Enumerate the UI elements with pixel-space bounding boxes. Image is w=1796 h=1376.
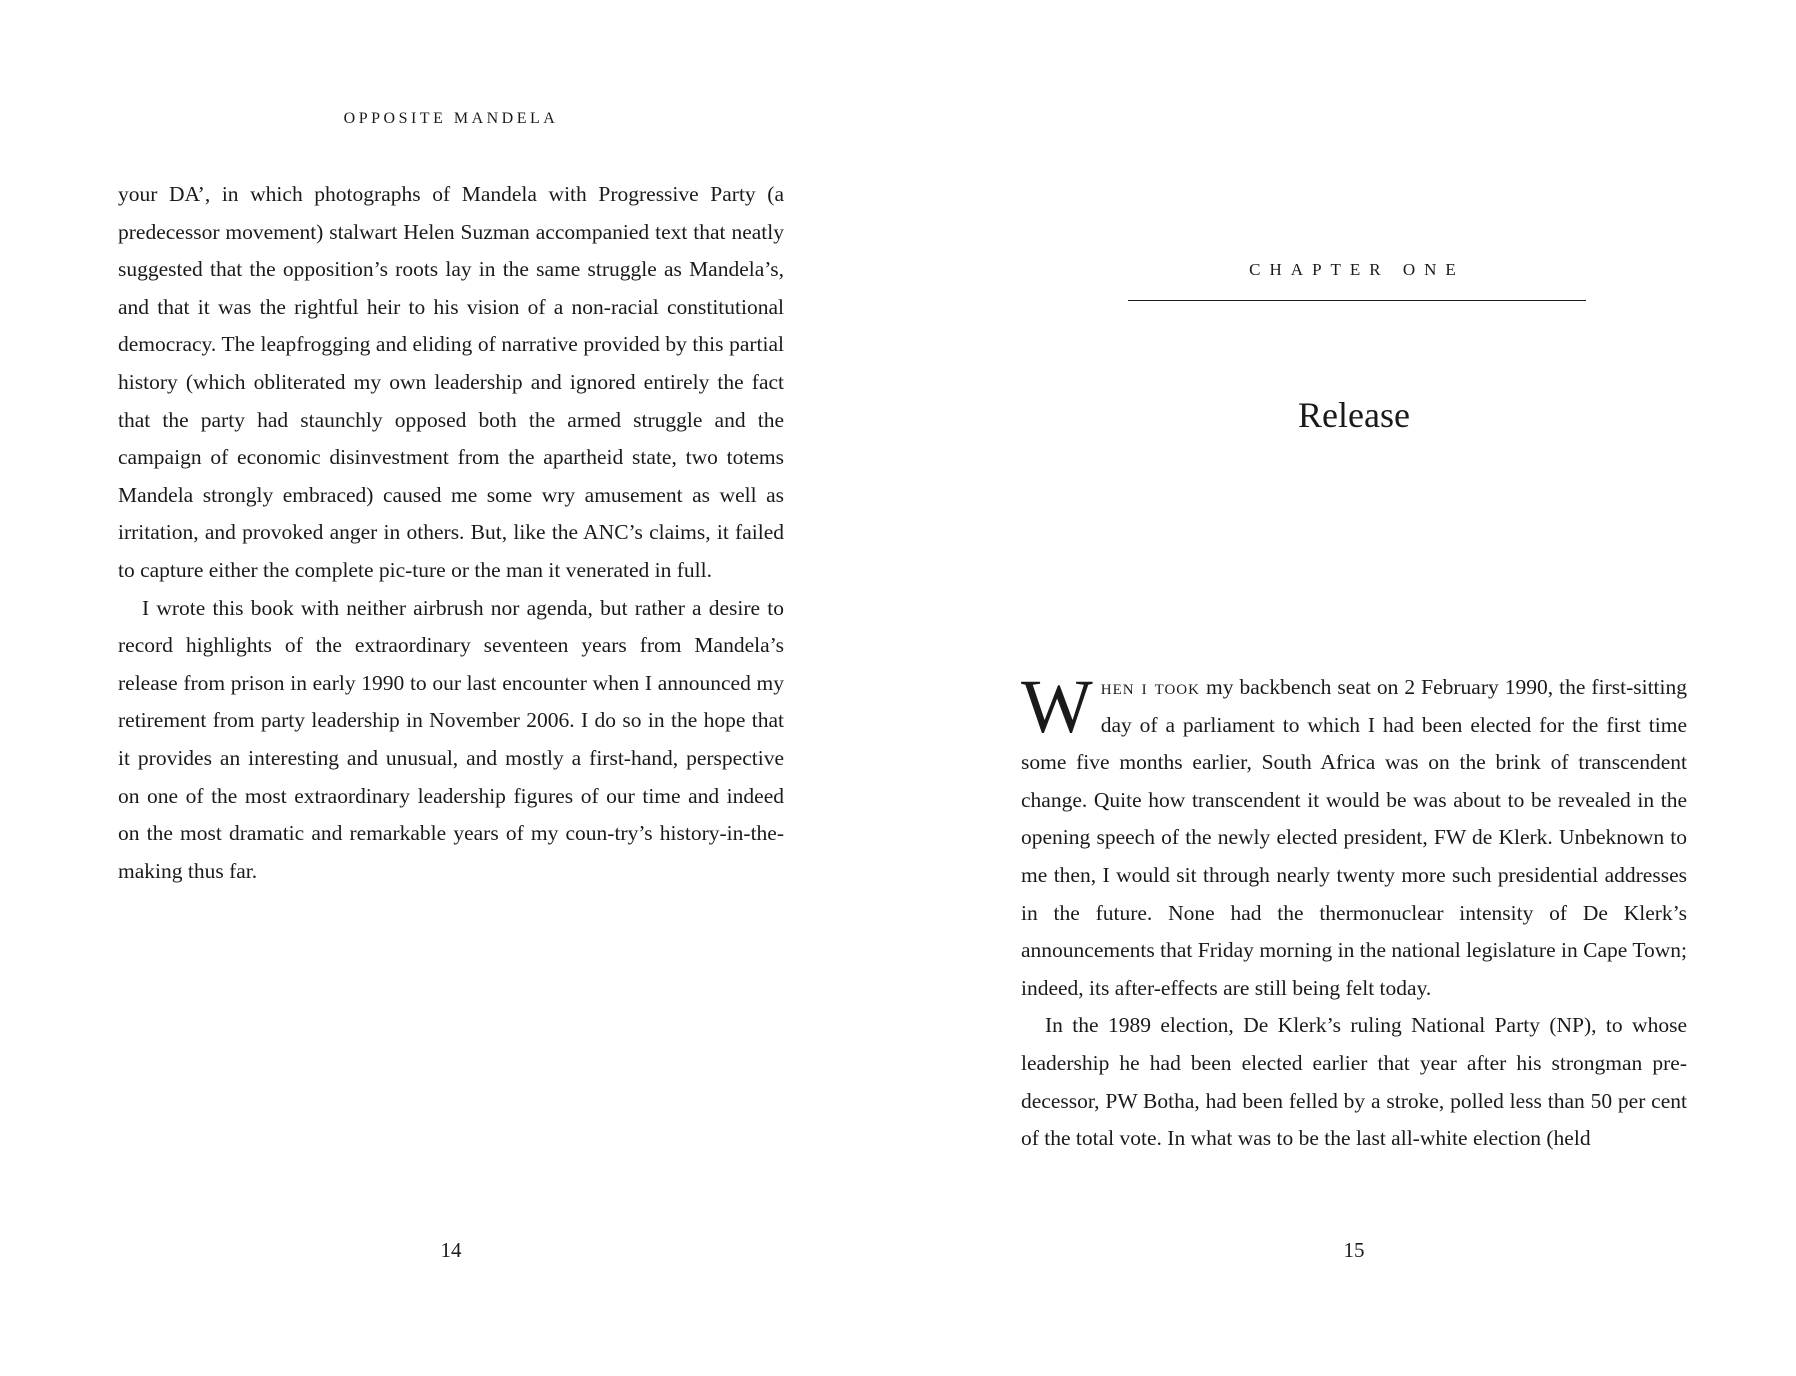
chapter-divider	[1128, 300, 1586, 301]
page-number-right: 15	[1343, 1238, 1365, 1262]
right-page-body	[1021, 665, 1687, 1158]
paragraph: In the 1989 election, De Klerk’s ruling National Party (NP), to whose leadership he had been elected earlier that year after his strongman pre-decessor, PW Botha, had been felled by a stroke, polled less than 50 per cent of the total vote. In what was to be the last all-white election (held	[1021, 1013, 1687, 1151]
drop-cap: W	[1021, 665, 1093, 749]
left-page	[118, 0, 784, 1376]
right-page	[1021, 0, 1687, 1376]
opening-paragraph-text: my backbench seat on 2 February 1990, the first-sitting day of a parliament to which I had been elected for the first time some five months earlier, South Africa was on the brink of transcendent change. Quite how transcendent it would be was about to be revealed in the opening speech of the newly elected president, FW de Klerk. Unbeknown to me then, I would sit through nearly twenty more such presidential addresses in the future. None had the thermonuclear intensity of De Klerk’s announcements that Friday morning in the national legislature in Cape Town; indeed, its after-effects are still being felt today.	[1021, 675, 1687, 1000]
page-number-left: 14	[440, 1238, 462, 1262]
left-page-body	[118, 176, 784, 890]
chapter-title: Release	[1298, 395, 1410, 435]
opening-paragraph	[1021, 665, 1687, 1007]
running-head: OPPOSITE MANDELA	[343, 110, 559, 127]
paragraph: your DA’, in which photographs of Mandela with Progressive Party (a predecessor movement) stalwart Helen Suzman accompanied text that neatly suggested that the opposition’s roots lay in the same struggle as Mandela’s, and that it was the rightful heir to his vision of a non-racial constitutional democracy. The leapfrogging and eliding of narrative provided by this partial history (which obliterated my own leadership and ignored entirely the fact that the party had staunchly opposed both the armed struggle and the campaign of economic disinvestment from the apartheid state, two totems Mandela strongly embraced) caused me some wry amusement as well as irritation, and provoked anger in others. But, like the ANC’s claims, it failed to capture either the complete pic-ture or the man it venerated in full.	[118, 182, 784, 582]
opening-small-caps: hen i took	[1100, 675, 1200, 699]
paragraph: I wrote this book with neither airbrush nor agenda, but rather a desire to record highlights of the extraordinary seventeen years from Mandela’s release from prison in early 1990 to our last encounter when I announced my retirement from party leadership in November 2006. I do so in the hope that it provides an interesting and unusual, and mostly a first-hand, perspective on one of the most extraordinary leadership figures of our time and indeed on the most dramatic and remarkable years of my coun-try’s history-in-the-making thus far.	[118, 595, 784, 883]
chapter-label: CHAPTER ONE	[1249, 260, 1465, 279]
